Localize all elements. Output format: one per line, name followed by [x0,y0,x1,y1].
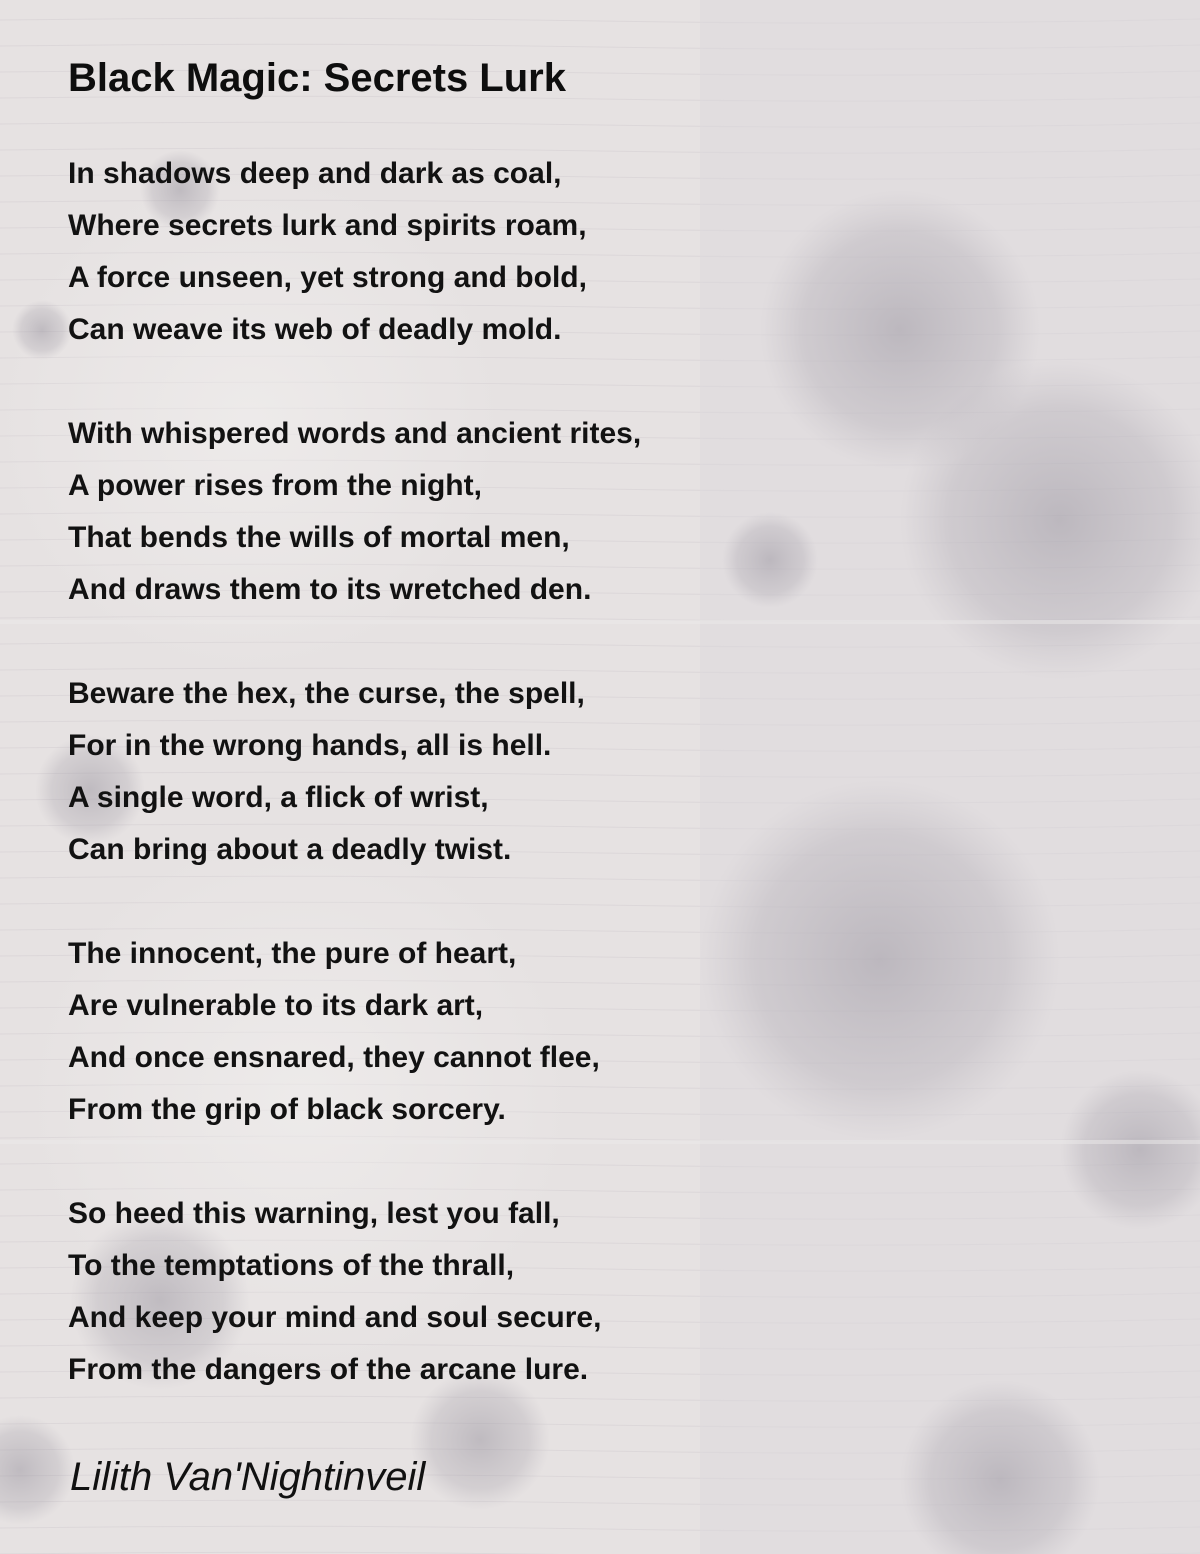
poem-line: The innocent, the pure of heart, [68,937,517,970]
poem-line: From the dangers of the arcane lure. [68,1353,589,1386]
poem-line: From the grip of black sorcery. [68,1093,506,1126]
stanza-2 [68,408,641,616]
stanza-4 [68,928,600,1136]
poem-line: So heed this warning, lest you fall, [68,1197,560,1230]
poem-line: In shadows deep and dark as coal, [68,157,562,190]
stanza-5 [68,1188,601,1396]
poem-line: A force unseen, yet strong and bold, [68,261,587,294]
poem-line: A power rises from the night, [68,469,482,502]
poem-line: And draws them to its wretched den. [68,573,592,606]
poem-line: And once ensnared, they cannot flee, [68,1041,600,1074]
poem-line: With whispered words and ancient rites, [68,417,642,450]
poem-line: Beware the hex, the curse, the spell, [68,677,585,710]
poem-line: Can weave its web of deadly mold. [68,313,562,346]
poem-line: That bends the wills of mortal men, [68,521,570,554]
poem-line: Where secrets lurk and spirits roam, [68,209,587,242]
poem-line: Are vulnerable to its dark art, [68,989,484,1022]
poem-title: Black Magic: Secrets Lurk [68,56,566,100]
stanza-3 [68,668,585,876]
poem-line: Can bring about a deadly twist. [68,833,512,866]
poem-line: For in the wrong hands, all is hell. [68,729,552,762]
poem-author: Lilith Van'Nightinveil [70,1455,426,1499]
poem-line: A single word, a flick of wrist, [68,781,489,814]
poem-line: And keep your mind and soul secure, [68,1301,602,1334]
stanza-1 [68,148,587,356]
poem-line: To the temptations of the thrall, [68,1249,515,1282]
